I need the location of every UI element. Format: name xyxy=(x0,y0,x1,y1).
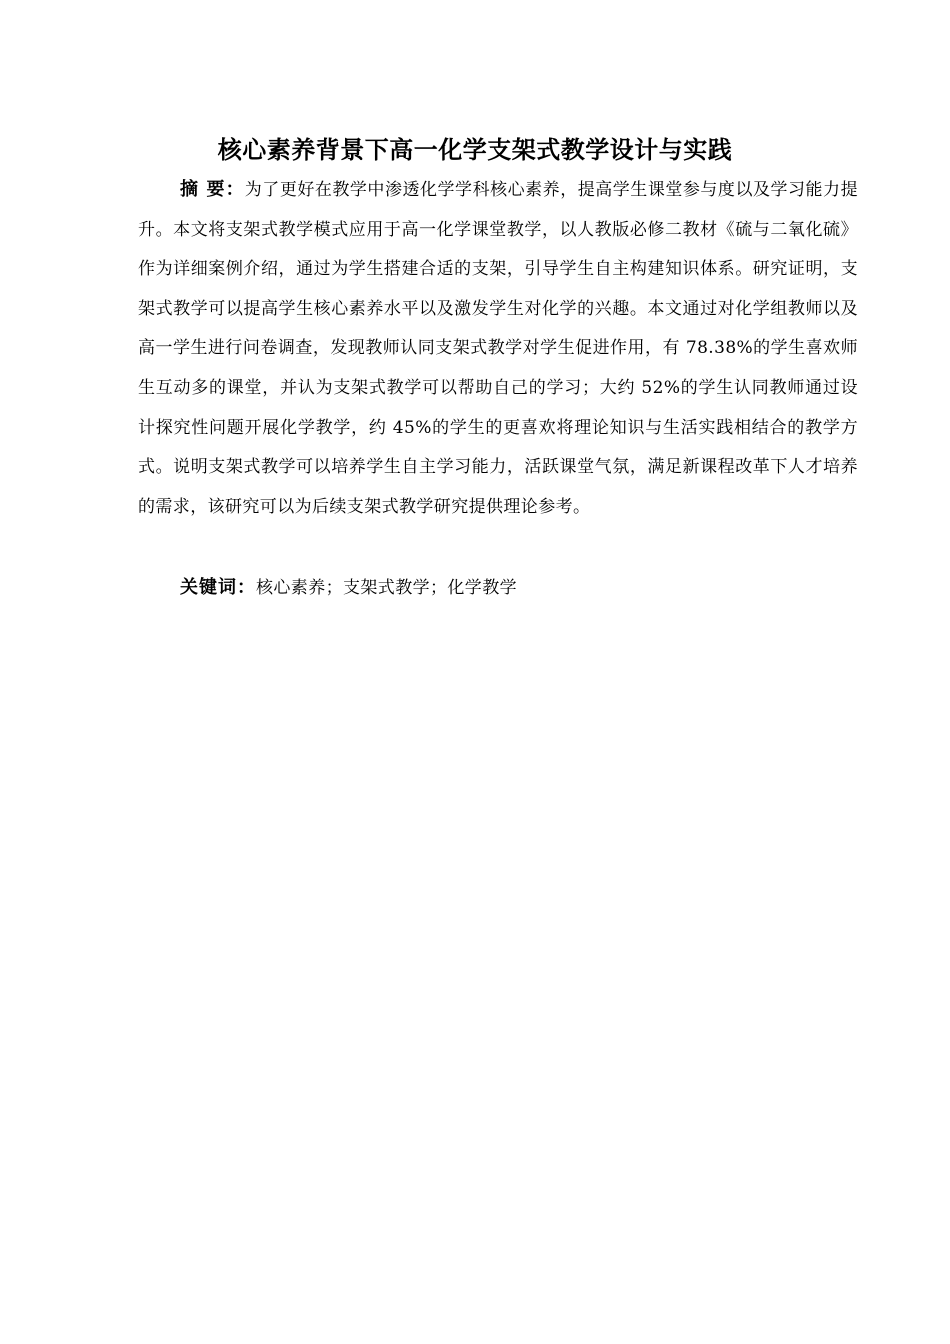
keywords-line xyxy=(180,568,860,609)
keywords-label: 关键词： xyxy=(180,577,256,598)
abstract-label: 摘 要： xyxy=(180,179,245,200)
page-title: 核心素养背景下高一化学支架式教学设计与实践 xyxy=(217,136,733,164)
abstract-paragraph xyxy=(138,170,858,527)
keywords-text: 核心素养；支架式教学；化学教学 xyxy=(256,578,517,598)
abstract-text: 为了更好在教学中渗透化学学科核心素养，提高学生课堂参与度以及学习能力提升。本文将支架式教学模式应用于高一化学课堂教学，以人教版必修二教材《硫与二氧化硫》作为详细案例介绍，通过为学生搭建合适的支架，引导学生自主构建知识体系。研究证明，支架式教学可以提高学生核心素养水平以及激发学生对化学的兴趣。本文通过对化学组教师以及高一学生进行问卷调查，发现教师认同支架式教学对学生促进作用，有 78.38%的学生喜欢师生互动多的课堂，并认为支架式教学可以帮助自己的学习；大约 52%的学生认同教师通过设计探究性问题开展化学教学，约 45%的学生的更喜欢将理论知识与生活实践相结合的教学方式。说明支架式教学可以培养学生自主学习能力，活跃课堂气氛，满足新课程改革下人才培养的需求，该研究可以为后续支架式教学研究提供理论参考。 xyxy=(138,180,858,517)
